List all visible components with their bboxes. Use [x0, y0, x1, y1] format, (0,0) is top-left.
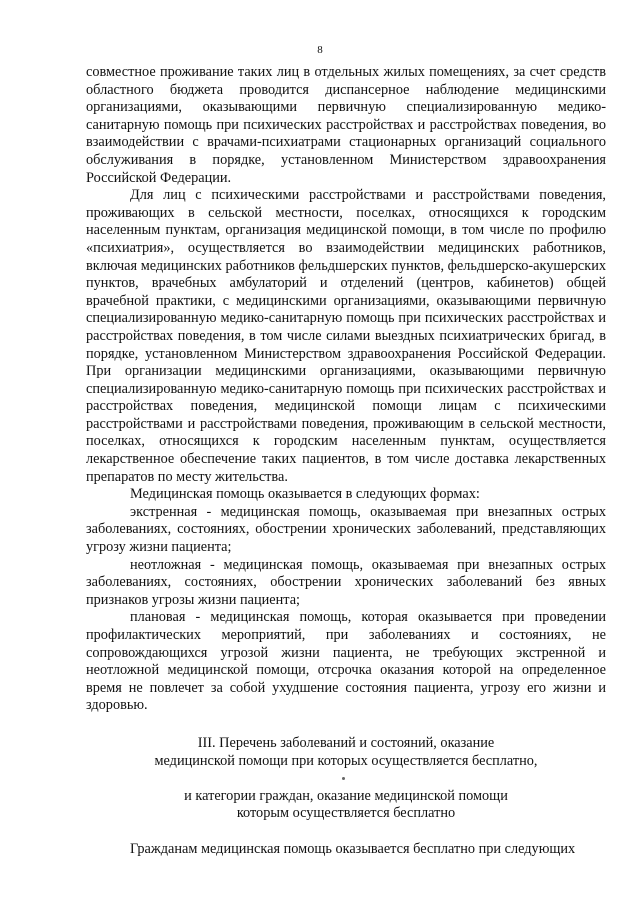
paragraph-2: Для лиц с психическими расстройствами и расстройствами поведения, проживающих в сельской местности, поселках, относящихся к городским населенным пунктам, организация медицинской помощи, в том числе по профилю «психиатрия», осуществляется во взаимодействии медицинских работников, включая медицинских работников фельдшерских пунктов, фельдшерско-акушерских пунктов, врачебных амбулаторий и отделений (центров, кабинетов) общей врачебной практики, с медицинскими организациями, оказывающими первичную специализированную медико-санитарную помощь при психических расстройствах и расстройствах поведения, в том числе силами выездных психиатрических бригад, в порядке, установленном Министерством здравоохранения Российской Федерации. При организации медицинскими организациями, оказывающими первичную специализированную медико-санитарную помощь при психических расстройствах и расстройствах поведения, медицинской помощи лицам с психическими расстройствами и расстройствами поведения, проживающим в сельской местности, поселках, относящихся к городским населенным пунктам, осуществляется лекарственное обеспечение таких пациентов, в том числе доставка лекарственных препаратов по месту жительства.	[86, 187, 606, 485]
paragraph-3: Медицинская помощь оказывается в следующих формах:	[130, 486, 480, 503]
section-heading-line-1: III. Перечень заболеваний и состояний, оказание	[197, 734, 495, 751]
paragraph-7: Гражданам медицинская помощь оказывается бесплатно при следующих	[130, 840, 576, 857]
paragraph-6: плановая - медицинская помощь, которая оказывается при проведении профилактических мероприятий, при заболеваниях и состояниях, не сопровождающихся угрозой жизни пациента, не требующих экстренной и неотложной медицинской помощи, отсрочка оказания которой на определенное время не повлечет за собой ухудшение состояния пациента, угрозу его жизни и здоровью.	[86, 609, 606, 714]
paragraph-4: экстренная - медицинская помощь, оказываемая при внезапных острых заболеваниях, состояниях, обострении хронических заболеваний, представляющих угрозу жизни пациента;	[86, 503, 606, 556]
scan-artifact-dot	[342, 777, 345, 780]
paragraph-1: совместное проживание таких лиц в отдельных жилых помещениях, за счет средств областного бюджета проводится диспансерное наблюдение медицинскими организациями, оказывающими первичную специализированную медико-санитарную помощь при психических расстройствах и расстройствах поведения, во взаимодействии с врачами-психиатрами стационарных организаций социального обслуживания в порядке, установленном Министерством здравоохранения Российской Федерации.	[86, 64, 606, 186]
document-body	[86, 64, 606, 859]
section-heading-line-3: и категории граждан, оказание медицинской помощи	[184, 787, 508, 804]
section-heading-line-4: которым осуществляется бесплатно	[236, 805, 456, 822]
paragraph-5: неотложная - медицинская помощь, оказываемая при внезапных острых заболеваниях, состояниях, обострении хронических заболеваний без явных признаков угрозы жизни пациента;	[86, 556, 606, 608]
section-heading	[86, 715, 606, 841]
section-heading-line-3-wrap	[86, 770, 606, 805]
section-heading-line-2: медицинской помощи при которых осуществляется бесплатно,	[154, 752, 538, 769]
page-number: 8	[317, 44, 323, 56]
